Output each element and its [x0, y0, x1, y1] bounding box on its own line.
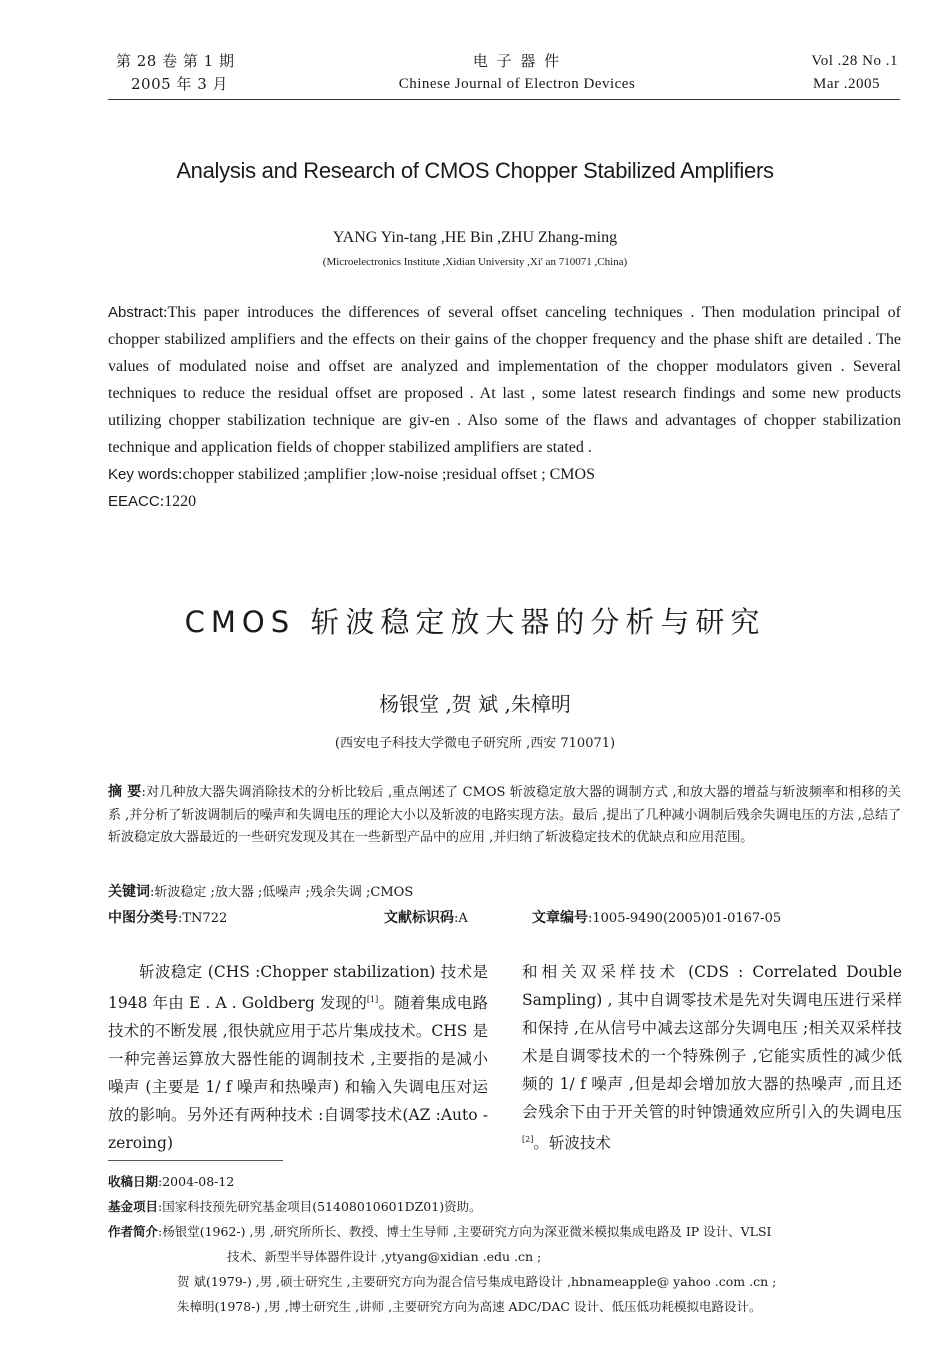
- document-code-label: 文献标识码: [384, 910, 454, 926]
- body-right-column: [522, 958, 902, 1157]
- body-right-text-2: 。斩波技术: [533, 1134, 611, 1153]
- body-left-text-2: 。随着集成电路技术的不断发展 ,很快就应用于芯片集成技术。CHS 是一种完善运算放大器性能的调制技术 ,主要指的是减小噪声 (主要是 1/ f 噪声和热噪声) 和输入失调电压对运放的影响。另外还有两种技术 :自调零技术(AZ :Auto - zeroing): [108, 994, 488, 1153]
- received-label: 收稿日期: [108, 1174, 159, 1189]
- header-date-cn: 2005 年 3 月: [131, 75, 229, 93]
- header-volume-cn: 第 28 卷 第 1 期: [116, 52, 235, 70]
- classification-text: :TN722: [178, 911, 228, 926]
- fund-label: 基金项目: [108, 1199, 159, 1214]
- body-left-column: [108, 958, 488, 1157]
- chinese-keywords: [108, 881, 413, 901]
- chinese-affiliation: (西安电子科技大学微电子研究所 ,西安 710071): [334, 736, 616, 751]
- article-number-label: 文章编号: [532, 910, 588, 926]
- footnote-author-1: [108, 1219, 901, 1244]
- english-affiliation: (Microelectronics Institute ,Xidian University ,Xi' an 710071 ,China): [322, 256, 628, 268]
- citation-2: [2]: [522, 1135, 534, 1144]
- english-eeacc-text: :1220: [159, 493, 197, 510]
- body-left-text-1: 斩波稳定 (CHS :Chopper stabilization) 技术是 1948 年由 E . A . Goldberg 发现的: [108, 963, 488, 1013]
- header-rule: [108, 99, 900, 100]
- citation-1: [1]: [366, 995, 379, 1004]
- classification-label: 中图分类号: [108, 910, 178, 926]
- header-journal-cn: 电 子 器 件: [472, 52, 562, 70]
- chinese-abstract-label: 摘 要: [108, 784, 142, 800]
- header-date-en: Mar .2005: [813, 76, 880, 92]
- english-abstract-text: :This paper introduces the differences of several offset canceling techniques . Then modulation principal of chopper stabilized amplifiers and the effects on their gains of the chopper frequency and the phase shift are detailed . The values of modulated noise and offset are analyzed and implementation of the chopper modulators given . Several techniques to reduce the residual offset are proposed . At last , some latest research findings and some new products utilizing chopper stabilization technique are giv-en . Also some of the flaws and advantages of chopper stabilization technique and application fields of chopper stabilized amplifiers are stated .: [108, 304, 901, 456]
- chinese-authors: 杨银堂 ,贺 斌 ,朱樟明: [379, 692, 571, 716]
- footnote-author-3: 朱樟明(1978-) ,男 ,博士研究生 ,讲师 ,主要研究方向为高速 ADC/DAC 设计、低压低功耗模拟电路设计。: [177, 1299, 762, 1314]
- english-keywords: [108, 461, 901, 488]
- footnotes: [108, 1169, 901, 1319]
- footnote-received: [108, 1169, 901, 1194]
- english-title: Analysis and Research of CMOS Chopper Stabilized Amplifiers: [176, 158, 774, 183]
- english-abstract: [108, 299, 901, 515]
- chinese-title: CMOS 斩波稳定放大器的分析与研究: [184, 605, 766, 639]
- article-number: [532, 907, 781, 927]
- classification-number: [108, 907, 227, 927]
- footnote-author-2: 贺 斌(1979-) ,男 ,硕士研究生 ,主要研究方向为混合信号集成电路设计 ,hbnameapple@ yahoo .com .cn ;: [177, 1274, 777, 1289]
- chinese-keywords-label: 关键词: [108, 884, 150, 900]
- author-1-text: :杨银堂(1962-) ,男 ,研究所所长、教授、博士生导师 ,主要研究方向为深亚微米模拟集成电路及 IP 设计、VLSI: [158, 1224, 772, 1239]
- header-journal-en: Chinese Journal of Electron Devices: [398, 76, 636, 92]
- english-authors: YANG Yin-tang ,HE Bin ,ZHU Zhang-ming: [332, 229, 618, 246]
- document-code: [384, 907, 468, 927]
- chinese-keywords-text: :斩波稳定 ;放大器 ;低噪声 ;残余失调 ;CMOS: [150, 885, 414, 900]
- header-volume-en: Vol .28 No .1: [811, 53, 898, 69]
- english-abstract-label: Abstract: [108, 304, 164, 321]
- footnote-rule: [108, 1160, 283, 1161]
- footnote-author-1-cont: 技术、新型半导体器件设计 ,ytyang@xidian .edu .cn ;: [227, 1249, 542, 1264]
- received-text: :2004-08-12: [158, 1174, 235, 1189]
- footnote-fund: [108, 1194, 901, 1219]
- chinese-abstract-text: :对几种放大器失调消除技术的分析比较后 ,重点阐述了 CMOS 斩波稳定放大器的调制方式 ,和放大器的增益与斩波频率和相移的关系 ,并分析了斩波调制后的噪声和失调电压的理论大小以及斩波的电路实现方法。最后 ,提出了几种减小调制后残余失调电压的方法 ,总结了斩波稳定放大器最近的一些研究发现及其在一些新型产品中的应用 ,并归纳了斩波稳定技术的优缺点和应用范围。: [108, 785, 902, 846]
- article-number-text: :1005-9490(2005)01-0167-05: [588, 911, 782, 926]
- chinese-abstract: [108, 781, 901, 850]
- english-eeacc: [108, 488, 901, 515]
- english-eeacc-label: EEACC: [108, 493, 160, 510]
- fund-text: :国家科技预先研究基金项目(51408010601DZ01)资助。: [158, 1199, 482, 1214]
- body-right-text-1: 和相关双采样技术 (CDS : Correlated Double Sampling) , 其中自调零技术是先对失调电压进行采样和保持 ,在从信号中减去这部分失调电压 ;相关双采样技术是自调零技术的一个特殊例子 ,它能实质性的减少低频的 1/ f 噪声 ,但是却会增加放大器的热噪声 ,而且还会残余下由于开关管的时钟馈通效应所引入的失调电压: [522, 963, 902, 1121]
- author-label: 作者简介: [108, 1224, 159, 1239]
- document-code-text: :A: [454, 911, 468, 926]
- english-keywords-label: Key words: [108, 466, 179, 483]
- english-keywords-text: :chopper stabilized ;amplifier ;low-noise ;residual offset ; CMOS: [178, 466, 595, 483]
